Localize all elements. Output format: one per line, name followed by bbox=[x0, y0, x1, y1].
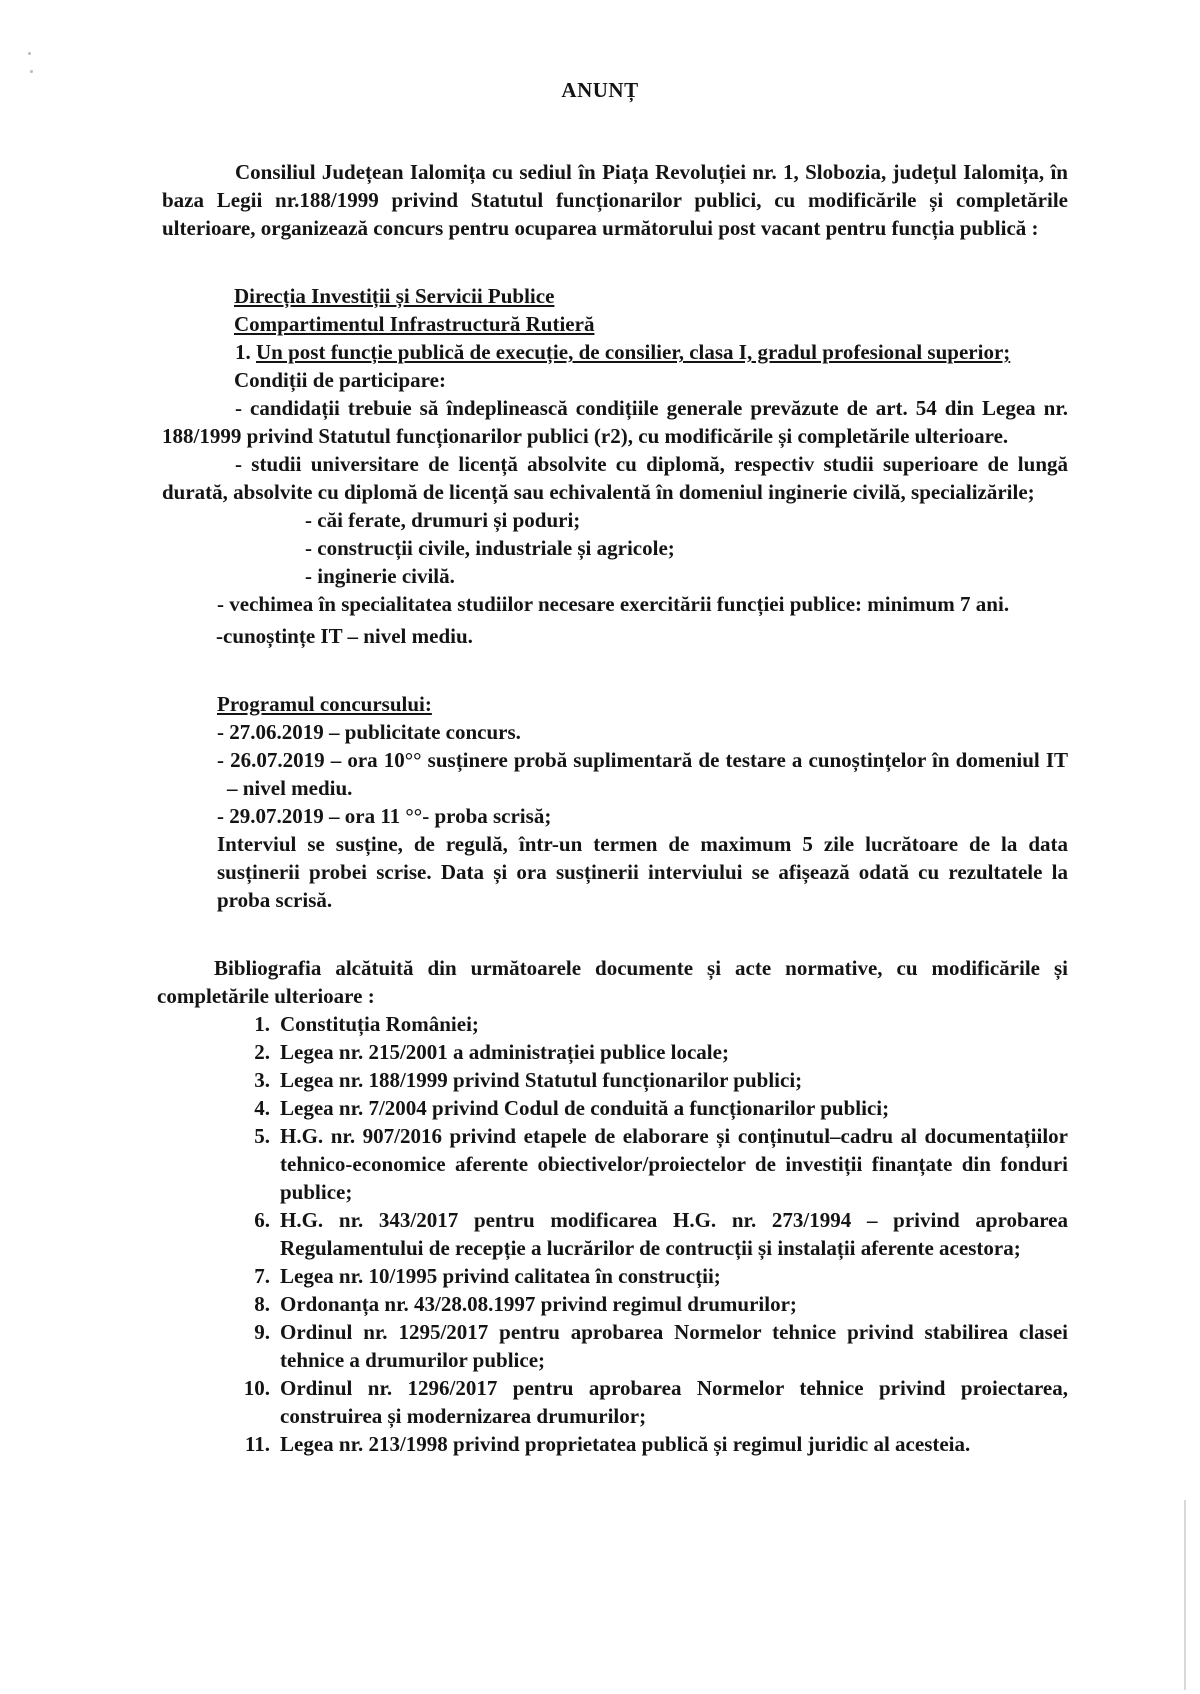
bibliography-item-text: H.G. nr. 343/2017 pentru modificarea H.G. nr. 273/1994 – privind aprobarea Regulamentului de recepție a lucrărilor de contrucții și instalații aferente acestora; bbox=[280, 1208, 1068, 1260]
specialization-item: - construcții civile, industriale și agricole; bbox=[305, 536, 675, 560]
bibliography-item-number: 2. bbox=[254, 1040, 270, 1064]
condition-experience: - vechimea în specialitatea studiilor necesare exercitării funcției publice: minimum 7 ani. bbox=[217, 592, 1010, 616]
bibliography-item bbox=[162, 1066, 1068, 1094]
scan-speck bbox=[28, 52, 31, 55]
bibliography-item bbox=[162, 1262, 1068, 1290]
bibliography-item-text: Legea nr. 7/2004 privind Codul de conduită a funcționarilor publici; bbox=[280, 1096, 890, 1120]
compartment-heading: Compartimentul Infrastructură Rutieră bbox=[234, 312, 595, 336]
bibliography-item-number: 9. bbox=[254, 1320, 270, 1344]
bibliography-item bbox=[162, 1318, 1068, 1374]
bibliography-item bbox=[162, 1094, 1068, 1122]
program-item: - 29.07.2019 – ora 11 °°- proba scrisă; bbox=[217, 804, 552, 828]
bibliography-item-text: Ordinul nr. 1296/2017 pentru aprobarea Normelor tehnice privind proiectarea, construirea și modernizarea drumurilor; bbox=[280, 1376, 1068, 1428]
program-item: - 27.06.2019 – publicitate concurs. bbox=[217, 720, 521, 744]
bibliography-item-number: 3. bbox=[254, 1068, 270, 1092]
bibliography-item-text: Ordonanța nr. 43/28.08.1997 privind regimul drumurilor; bbox=[280, 1292, 797, 1316]
bibliography-item-number: 6. bbox=[254, 1208, 270, 1232]
post-description bbox=[162, 338, 1068, 366]
bibliography-item bbox=[162, 1374, 1068, 1430]
bibliography-item bbox=[162, 1038, 1068, 1066]
program-item: - 26.07.2019 – ora 10°° susținere probă suplimentară de testare a cunoștințelor în domeniul IT – nivel mediu. bbox=[217, 748, 1068, 800]
bibliography-item bbox=[162, 1010, 1068, 1038]
bibliography-item-number: 7. bbox=[254, 1264, 270, 1288]
scan-edge-line bbox=[1184, 1500, 1186, 1690]
bibliography-item-text: H.G. nr. 907/2016 privind etapele de elaborare și conținutul–cadru al documentațiilor tehnico-economice aferente obiectivelor/proiectelor de investiții finanțate din fonduri publice; bbox=[280, 1124, 1068, 1204]
program-heading: Programul concursului: bbox=[217, 692, 432, 716]
bibliography-item-number: 4. bbox=[254, 1096, 270, 1120]
bibliography-item-number: 11. bbox=[244, 1432, 270, 1456]
condition-it: -cunoștințe IT – nivel mediu. bbox=[216, 624, 473, 648]
announcement-body bbox=[157, 158, 1068, 1458]
specialization-item: - căi ferate, drumuri și poduri; bbox=[305, 508, 581, 532]
intro-paragraph: Consiliul Județean Ialomița cu sediul în Piața Revoluției nr. 1, Slobozia, județul Ialomița, în baza Legii nr.188/1999 privind Statutul funcționarilor publici, cu modificările și completările ulterioare, organizează concurs pentru ocuparea următorului post vacant pentru funcția publică : bbox=[162, 160, 1068, 240]
bibliography-list bbox=[162, 1010, 1068, 1458]
bibliography-item bbox=[162, 1122, 1068, 1206]
bibliography-item-number: 8. bbox=[254, 1292, 270, 1316]
bibliography-item bbox=[162, 1290, 1068, 1318]
announcement-title: ANUNȚ bbox=[561, 78, 639, 102]
bibliography-item-text: Legea nr. 215/2001 a administrației publice locale; bbox=[280, 1040, 729, 1064]
bibliography-intro: Bibliografia alcătuită din următoarele documente și acte normative, cu modificările și completările ulterioare : bbox=[157, 956, 1068, 1008]
bibliography-item bbox=[162, 1430, 1068, 1458]
bibliography-item-number: 5. bbox=[254, 1124, 270, 1148]
bibliography-item-text: Legea nr. 10/1995 privind calitatea în construcții; bbox=[280, 1264, 721, 1288]
bibliography-item-text: Ordinul nr. 1295/2017 pentru aprobarea Normelor tehnice privind stabilirea clasei tehnice a drumurilor publice; bbox=[280, 1320, 1068, 1372]
bibliography-item-text: Constituția României; bbox=[280, 1012, 479, 1036]
bibliography-item-number: 10. bbox=[243, 1376, 270, 1400]
post-text: Un post funcție publică de execuție, de consilier, clasa I, gradul profesional superior; bbox=[256, 340, 1011, 364]
interview-paragraph: Interviul se susține, de regulă, într-un termen de maximum 5 zile lucrătoare de la data susținerii probei scrise. Data și ora susținerii interviului se afișează odată cu rezultatele la proba scrisă. bbox=[217, 832, 1068, 912]
department-heading: Direcția Investiții și Servicii Publice bbox=[234, 284, 555, 308]
conditions-heading: Condiții de participare: bbox=[234, 368, 446, 392]
bibliography-item-text: Legea nr. 188/1999 privind Statutul funcționarilor publici; bbox=[280, 1068, 803, 1092]
scan-speck bbox=[30, 70, 33, 73]
bibliography-item-text: Legea nr. 213/1998 privind proprietatea publică și regimul juridic al acesteia. bbox=[280, 1432, 971, 1456]
condition-general: - candidații trebuie să îndeplinească condițiile generale prevăzute de art. 54 din Legea nr. 188/1999 privind Statutul funcționarilor publici (r2), cu modificările și completările ulterioare. bbox=[162, 396, 1068, 448]
bibliography-item bbox=[162, 1206, 1068, 1262]
post-number: 1. bbox=[235, 340, 251, 364]
condition-studies: - studii universitare de licență absolvite cu diplomă, respectiv studii superioare de lungă durată, absolvite cu diplomă de licență sau echivalentă în domeniul inginerie civilă, specializările; bbox=[162, 452, 1068, 504]
bibliography-item-number: 1. bbox=[254, 1012, 270, 1036]
specialization-item: - inginerie civilă. bbox=[305, 564, 455, 588]
